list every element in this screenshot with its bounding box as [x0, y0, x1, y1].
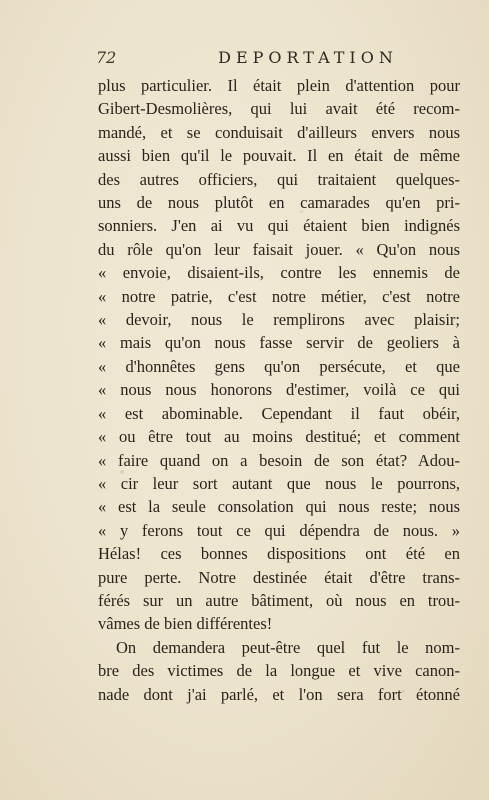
text-line: On demandera peut-être quel fut le nom- — [116, 637, 460, 657]
running-title: DEPORTATION — [218, 48, 398, 67]
text-line: vâmes de bien différentes! — [98, 614, 273, 634]
text-line: du rôle qu'on leur faisait jouer. « Qu'on nous — [98, 239, 460, 259]
text-line: « d'honnêtes gens qu'on persécute, et que — [98, 356, 460, 376]
text-line: des autres officiers, qui traitaient quelques- — [98, 169, 460, 189]
text-line: « est la seule consolation qui nous reste; nous — [98, 497, 460, 517]
text-line: uns de nous plutôt en camarades qu'en pri- — [98, 193, 460, 213]
text-line: Gibert-Desmolières, qui lui avait été recom- — [98, 99, 460, 119]
text-line: « faire quand on a besoin de son état? Adou- — [98, 450, 460, 470]
text-line: plus particulier. Il était plein d'attention pour — [98, 76, 460, 95]
text-line: « ou être tout au moins destitué; et comment — [98, 427, 460, 447]
text-line: férés sur un autre bâtiment, où nous en trou- — [98, 590, 460, 610]
text-line: « est abominable. Cependant il faut obéir, — [98, 403, 460, 423]
text-line: « mais qu'on nous fasse servir de geoliers à — [98, 333, 460, 353]
text-line: « nous nous honorons d'estimer, voilà ce qui — [98, 380, 460, 400]
text-line: « cir leur sort autant que nous le pourrons, — [98, 473, 460, 493]
text-line: « envoie, disaient-ils, contre les ennemis de — [98, 263, 460, 283]
text-line: « devoir, nous le remplirons avec plaisir; — [98, 310, 460, 330]
text-line: aussi bien qu'il le pouvait. Il en était de même — [98, 146, 460, 166]
text-line: bre des victimes de la longue et vive canon- — [98, 661, 460, 681]
text-line: mandé, et se conduisait d'ailleurs envers nous — [98, 122, 460, 142]
text-line: « y ferons tout ce qui dépendra de nous. » — [98, 520, 460, 540]
text-line: « notre patrie, c'est notre métier, c'est notre — [98, 286, 460, 306]
text-line: sonniers. J'en ai vu qui étaient bien indignés — [98, 216, 460, 236]
body-text — [98, 74, 460, 706]
text-line: Hélas! ces bonnes dispositions ont été en — [98, 544, 460, 564]
page-number: 72 — [96, 48, 117, 67]
text-line: pure perte. Notre destinée était d'être trans- — [98, 567, 460, 587]
running-head — [96, 48, 466, 72]
text-line: nade dont j'ai parlé, et l'on sera fort étonné — [98, 684, 460, 704]
